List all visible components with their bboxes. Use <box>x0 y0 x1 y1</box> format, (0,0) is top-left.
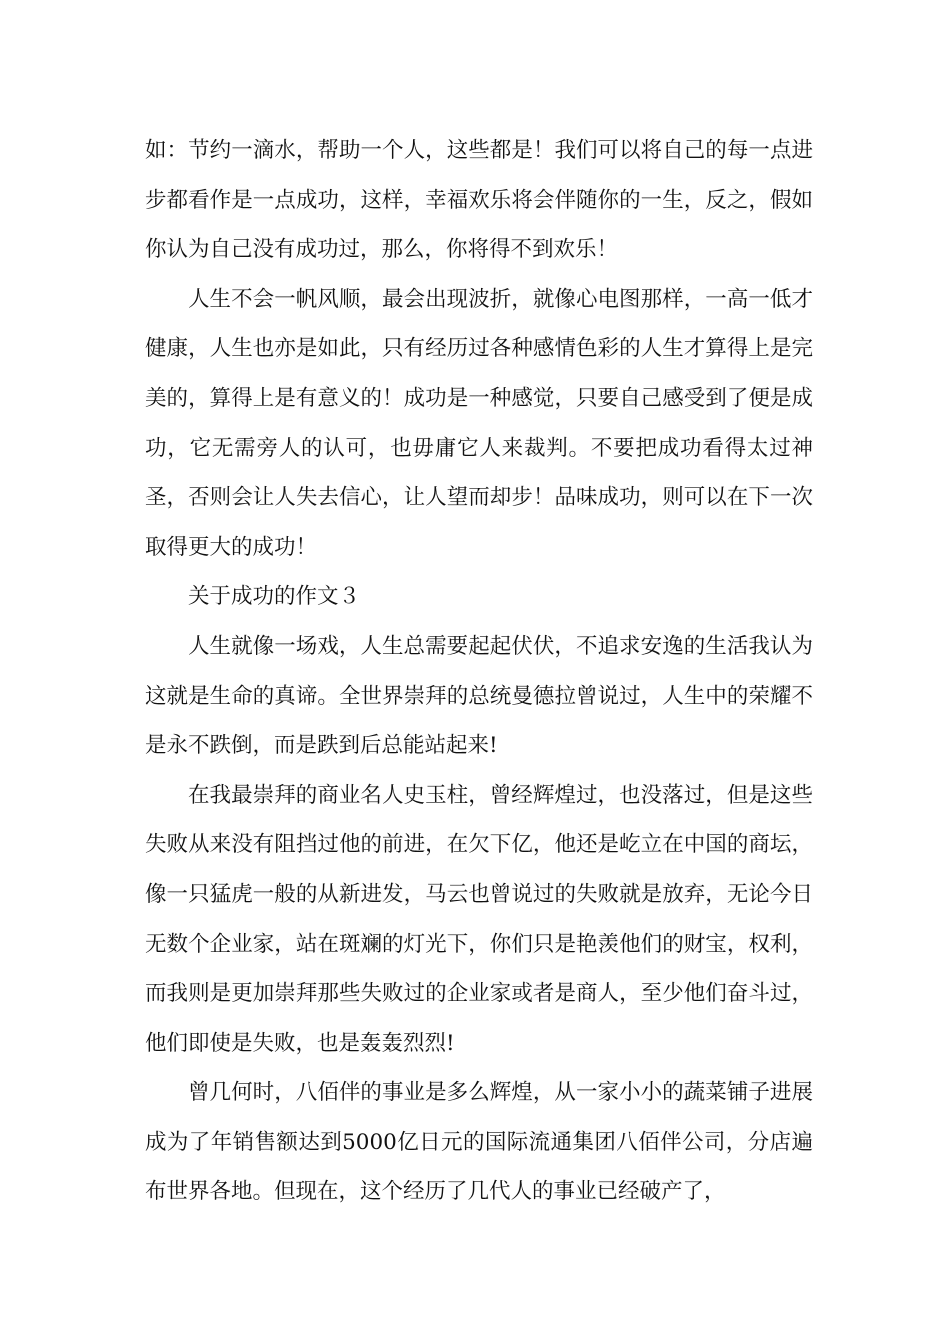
paragraph-2: 人生不会一帆风顺，最会出现波折，就像心电图那样，一高一低才健康，人生也亦是如此，只有经历过各种感情色彩的人生才算得上是完美的，算得上是有意义的！成功是一种感觉，只要自己感受到了便是成功，它无需旁人的认可，也毋庸它人来裁判。不要把成功看得太过神圣，否则会让人失去信心，让人望而却步！品味成功，则可以在下一次取得更大的成功！ <box>145 286 813 560</box>
paragraph-4: 在我最崇拜的商业名人史玉柱，曾经辉煌过，也没落过，但是这些失败从来没有阻挡过他的前进，在欠下亿，他还是屹立在中国的商坛，像一只猛虎一般的从新进发，马云也曾说过的失败就是放弃，无论今日无数个企业家，站在斑斓的灯光下，你们只是艳羡他们的财宝，权利，而我则是更加崇拜那些失败过的企业家或者是商人，至少他们奋斗过，他们即使是失败，也是轰轰烈烈! <box>145 782 813 1056</box>
paragraph-5: 曾几何时，八佰伴的事业是多么辉煌，从一家小小的蔬菜铺子进展成为了年销售额达到5000亿日元的国际流通集团八佰伴公司，分店遍布世界各地。但现在，这个经历了几代人的事业已经破产了， <box>145 1080 813 1205</box>
paragraph-3: 人生就像一场戏，人生总需要起起伏伏，不追求安逸的生活我认为这就是生命的真谛。全世界崇拜的总统曼德拉曾说过，人生中的荣耀不是永不跌倒，而是跌到后总能站起来! <box>145 633 813 759</box>
section-heading: 关于成功的作文３ <box>188 584 361 610</box>
document-body <box>145 126 813 1217</box>
paragraph-1: 如：节约一滴水，帮助一个人，这些都是！我们可以将自己的每一点进步都看作是一点成功，这样，幸福欢乐将会伴随你的一生，反之，假如你认为自己没有成功过，那么，你将得不到欢乐！ <box>145 138 813 263</box>
